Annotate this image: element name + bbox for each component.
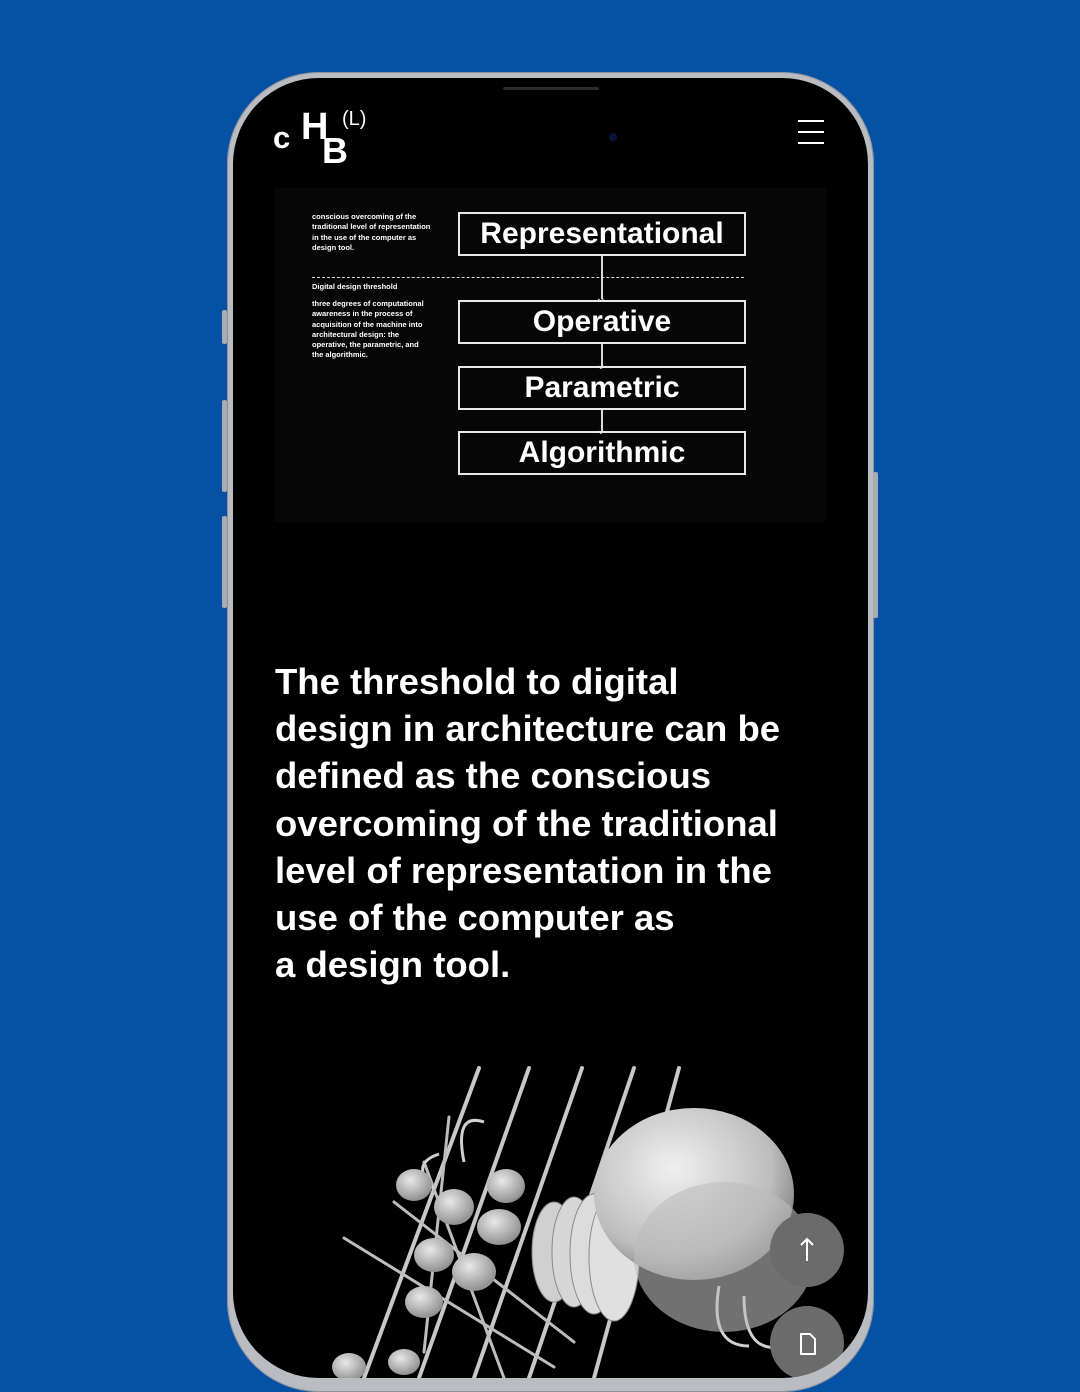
stage-algorithmic: Algorithmic xyxy=(458,431,746,475)
front-camera xyxy=(609,133,617,141)
phone-volume-up xyxy=(222,400,227,492)
document-icon xyxy=(770,1306,844,1378)
stage-parametric: Parametric xyxy=(458,366,746,410)
phone-volume-down xyxy=(222,516,227,608)
logo-letter-l: (L) xyxy=(342,108,367,130)
logo-letter-c: c xyxy=(273,120,291,155)
logo-letter-b: B xyxy=(322,130,348,171)
threshold-label: Digital design threshold xyxy=(312,282,398,291)
scroll-to-top-button[interactable] xyxy=(770,1213,844,1287)
phone-screen xyxy=(233,78,868,1378)
diagram-note-bottom: three degrees of computational awareness in the process of acquisition of the machine into architectural design: the operative, the parametric, and the algorithmic. xyxy=(312,299,424,360)
diagram-note-top: conscious overcoming of the traditional level of representation in the use of the computer as design tool. xyxy=(312,212,431,252)
arrow-up-icon xyxy=(770,1213,844,1287)
threshold-quote: The threshold to digital design in architecture can be defined as the conscious overcoming of the traditional level of representation in the use of the computer as a design tool. xyxy=(275,661,781,986)
connector-arrow-icon: ⌄ xyxy=(595,421,607,437)
stage-operative: Operative xyxy=(458,300,746,344)
site-logo[interactable] xyxy=(273,106,373,171)
hamburger-menu-icon[interactable] xyxy=(796,118,826,148)
digital-design-diagram xyxy=(274,188,826,522)
speaker-grille xyxy=(503,87,599,90)
threshold-dashed-line xyxy=(312,277,744,278)
connector-arrow-icon: ⌄ xyxy=(595,356,607,372)
document-button[interactable] xyxy=(770,1306,844,1378)
phone-power-button xyxy=(873,472,878,618)
stage-representational: Representational xyxy=(458,212,746,256)
logo-letter-h: H xyxy=(301,106,329,148)
connector-arrow-icon: ⌄ xyxy=(595,289,607,305)
phone-silent-switch xyxy=(222,310,227,344)
